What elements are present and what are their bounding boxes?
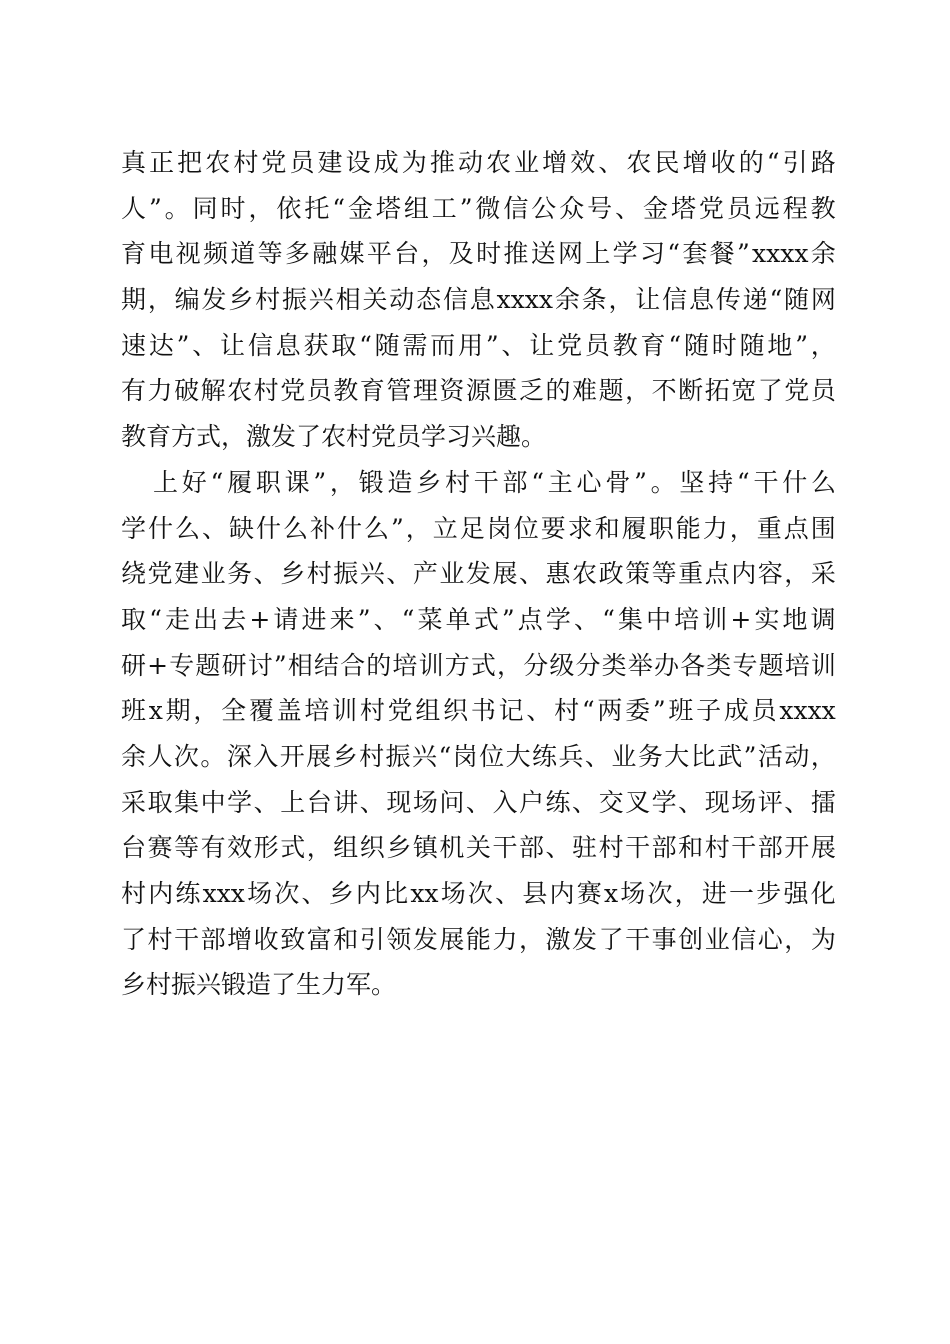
p1-line-5: 速 达 ” 、 让 信 息 获 取 “ 随 需 而 用 ” 、 让 党 员 教 育 “ 随 时 随 地 ” ， — [121, 330, 836, 360]
p2-line-4: 取 “ 走 出 去 + 请 进 来 ” 、 “ 菜 单 式 ” 点 学 、 “ 集 中 培 训 + 实 地 调 — [121, 604, 836, 634]
p1-line-6: 有 力 破 解 农 村 党 员 教 育 管 理 资 源 匮 乏 的 难 题 ， 不 断 拓 宽 了 党 员 — [121, 376, 836, 406]
p2-line-8: 采 取 集 中 学 、 上 台 讲 、 现 场 问 、 入 户 练 、 交 叉 学 、 现 场 评 、 擂 — [121, 787, 836, 817]
p2-line-11: 了 村 干 部 增 收 致 富 和 引 领 发 展 能 力 ， 激 发 了 干 事 创 业 信 心 ， 为 — [121, 924, 836, 954]
p1-line-3: 育 电 视 频 道 等 多 融 媒 平 台 ， 及 时 推 送 网 上 学 习 “ 套 餐 ” xxxx 余 — [121, 239, 836, 269]
p2-line-7: 余 人 次 。 深 入 开 展 乡 村 振 兴 “ 岗 位 大 练 兵 、 业 务 大 比 武 ” 活 动 ， — [121, 741, 836, 771]
p2-line-2: 学 什 么 、 缺 什 么 补 什 么 ” ， 立 足 岗 位 要 求 和 履 职 能 力 ， 重 点 围 — [121, 513, 836, 543]
p2-line-10: 村 内 练 xxx 场 次 、 乡 内 比 xx 场 次 、 县 内 赛 x 场 次 ， 进 一 步 强 化 — [121, 879, 836, 908]
document-body — [121, 140, 836, 1008]
p1-line-7: 教育方式，激发了农村党员学习兴趣。 — [121, 422, 547, 452]
p1-line-1: 真 正 把 农 村 党 员 建 设 成 为 推 动 农 业 增 效 、 农 民 增 收 的 “ 引 路 — [121, 148, 836, 177]
p2-line-6: 班 x 期 ， 全 覆 盖 培 训 村 党 组 织 书 记 、 村 “ 两 委 ” 班 子 成 员 xxxx — [121, 696, 836, 726]
p2-line-9: 台 赛 等 有 效 形 式 ， 组 织 乡 镇 机 关 干 部 、 驻 村 干 部 和 村 干 部 开 展 — [121, 833, 836, 863]
p1-line-2: 人 ” 。 同 时 ， 依 托 “ 金 塔 组 工 ” 微 信 公 众 号 、 金 塔 党 员 远 程 教 — [121, 193, 836, 223]
p1-line-4: 期 ， 编 发 乡 村 振 兴 相 关 动 态 信 息 xxxx 余 条 ， 让 信 息 传 递 “ 随 网 — [121, 285, 836, 315]
p2-line-12: 乡村振兴锻造了生力军。 — [121, 970, 397, 1000]
p2-line-5: 研 + 专 题 研 讨 ” 相 结 合 的 培 训 方 式 ， 分 级 分 类 举 办 各 类 专 题 培 训 — [121, 650, 836, 680]
p2-line-3: 绕 党 建 业 务 、 乡 村 振 兴 、 产 业 发 展 、 惠 农 政 策 等 重 点 内 容 ， 采 — [121, 559, 836, 589]
p2-line-1: 上 好 “ 履 职 课 ” ， 锻 造 乡 村 干 部 “ 主 心 骨 ” 。 坚 持 “ 干 什 么 — [153, 467, 836, 497]
